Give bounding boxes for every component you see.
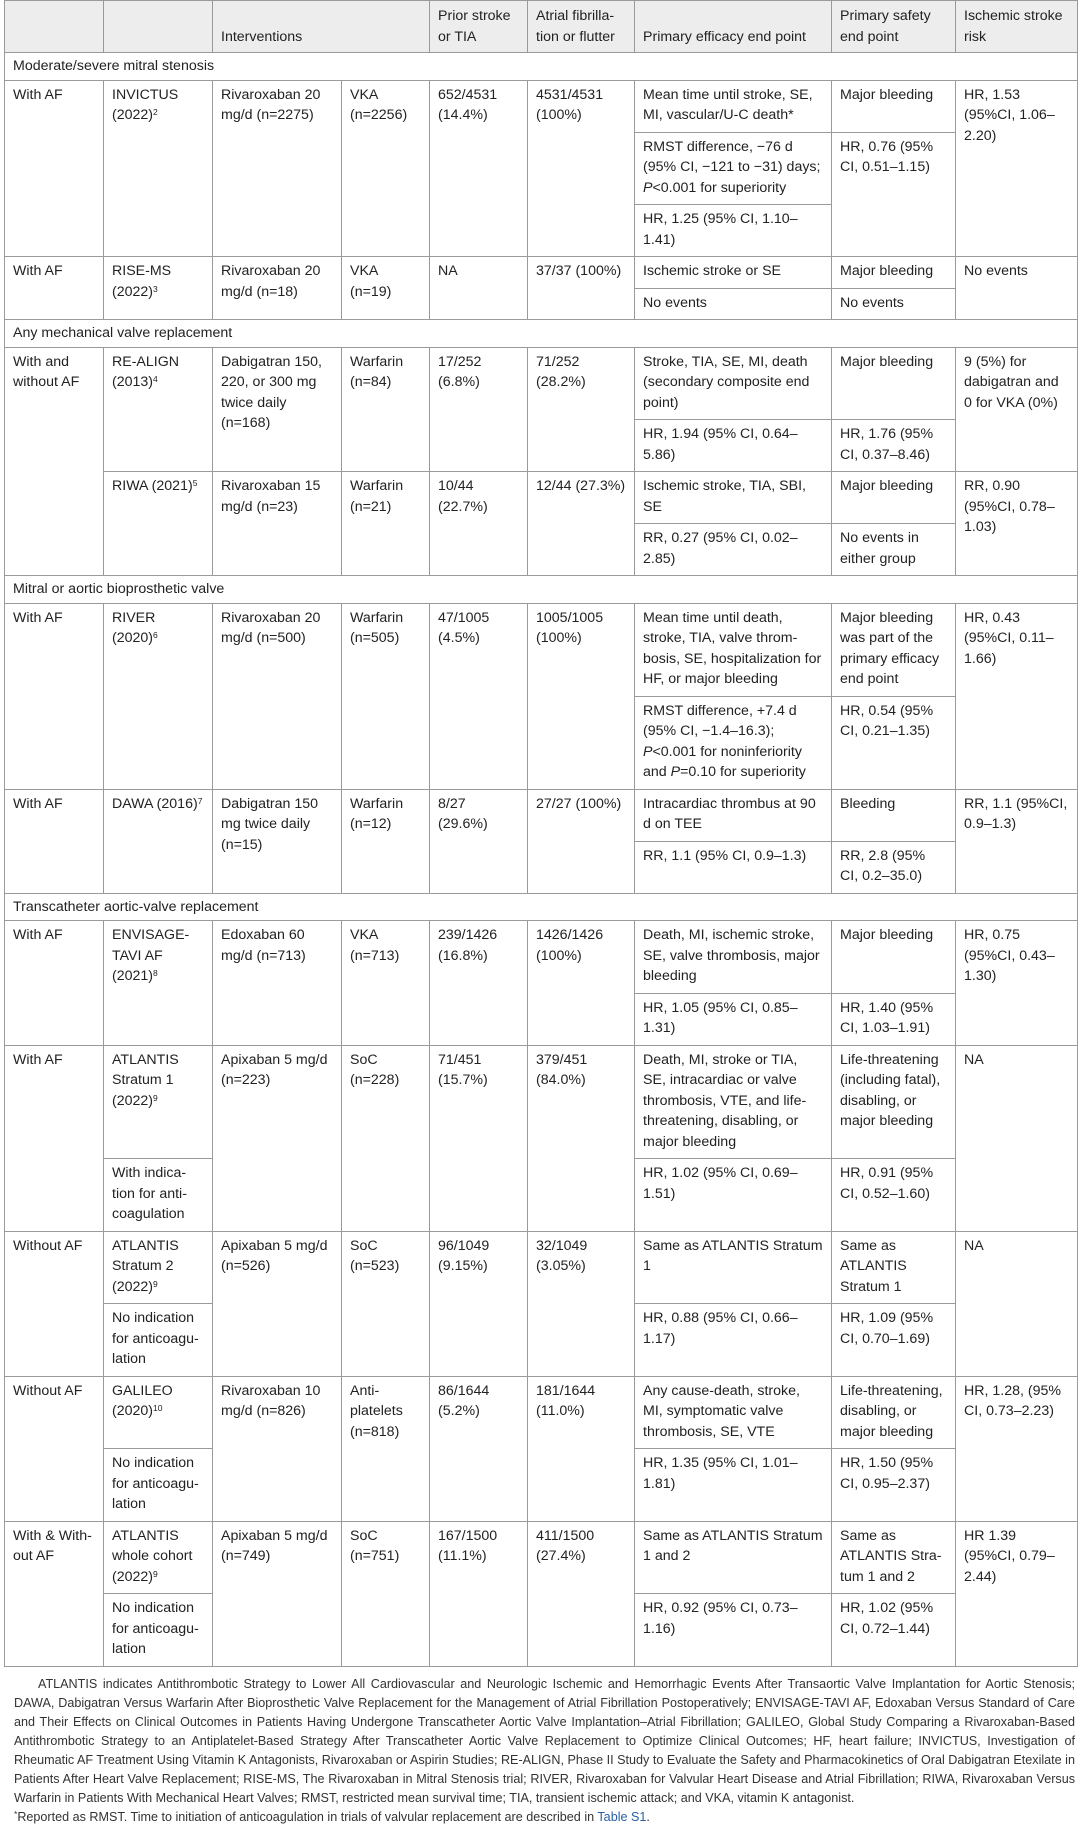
control-cell: Warfarin (n=84) [342, 347, 430, 472]
trial-cell [104, 1231, 213, 1304]
prior-stroke-cell: 71/451 (15.7%) [430, 1045, 528, 1231]
header-empty [104, 1, 213, 53]
safety-endpoint: Bleeding [832, 789, 956, 841]
population-cell: With AF [5, 789, 104, 893]
safety-result: HR, 0.54 (95% CI, 0.21–1.35) [832, 696, 956, 789]
efficacy-endpoint: Any cause-death, stroke, MI, symptomatic valve thrombosis, SE, VTE [635, 1376, 832, 1449]
section-heading: Mitral or aortic bioprosthetic valve [5, 576, 1078, 604]
trial-cell [104, 921, 213, 1046]
efficacy-endpoint: Stroke, TIA, SE, MI, death (secondary composite end point) [635, 347, 832, 420]
p-symbol: P [670, 764, 681, 780]
drug-cell: Dabigatran 150 mg twice daily (n=15) [213, 789, 342, 893]
population-cell: With and without AF [5, 347, 104, 576]
trial-name: ATLANTIS Stratum 2 (2022) [112, 1237, 179, 1295]
trial-cell [104, 1045, 213, 1159]
ref-superscript: 6 [153, 630, 158, 640]
table-row [5, 789, 1078, 841]
footnote-end: . [646, 1810, 650, 1824]
af-cell: 1426/1426 (100%) [528, 921, 635, 1046]
prior-stroke-cell: 17/252 (6.8%) [430, 347, 528, 472]
table-row [5, 257, 1078, 289]
af-cell: 379/451 (84.0%) [528, 1045, 635, 1231]
efficacy-hr: HR, 1.25 (95% CI, 1.10–1.41) [635, 205, 832, 257]
prior-stroke-cell: 10/44 (22.7%) [430, 472, 528, 576]
drug-cell: Rivaroxaban 10 mg/d (n=826) [213, 1376, 342, 1521]
efficacy-result: HR, 0.88 (95% CI, 0.66–1.17) [635, 1304, 832, 1377]
trial-name: ATLANTIS whole cohort (2022) [112, 1527, 193, 1585]
efficacy-endpoint: Ischemic stroke, TIA, SBI, SE [635, 472, 832, 524]
efficacy-endpoint: Death, MI, ischemic stroke, SE, valve thrombosis, major bleeding [635, 921, 832, 994]
population-cell: With AF [5, 1045, 104, 1231]
trial-cell [104, 257, 213, 320]
safety-result: RR, 2.8 (95% CI, 0.2–35.0) [832, 841, 956, 893]
safety-endpoint: Life-threatening, disabling, or major bleeding [832, 1376, 956, 1449]
drug-cell: Rivaroxaban 15 mg/d (n=23) [213, 472, 342, 576]
control-cell: VKA (n=19) [342, 257, 430, 320]
abbreviations-note: ATLANTIS indicates Antithrombotic Strategy to Lower All Cardiovascular and Neurologic Ischemic and Hemorrhagic Events After Transaortic Valve Implantation for Aortic Stenosis; DAWA, Dabigatran Versus Warfarin After Bioprosthetic Valve Replacement for the Management of Atrial Fibrillation Postoperatively; ENVISAGE-TAVI AF, Edoxaban Versus Standard of Care and Their Effects on Clinical Outcomes in Patients Having Undergone Transcatheter Aortic Valve Implantation–Atrial Fibrillation; GALILEO, Global Study Comparing a Rivaroxaban-Based Antithrombotic Strategy to an Antiplatelet-Based Strategy After Transcatheter Aortic Valve Replacement to Optimize Clinical Outcomes; HF, heart failure; INVICTUS, Investigation of Rheumatic AF Treatment Using Vitamin K Antagonists, Rivaroxaban or Aspirin Studies; RE-ALIGN, Phase II Study to Evaluate the Safety and Pharmacokinetics of Oral Dabigatran Etexilate in Patients After Heart Valve Replacement; RISE-MS, The Rivaroxaban in Mitral Stenosis trial; RIVER, Rivaroxaban for Valvular Heart Disease and Atrial Fibrillation; RIWA, Rivaroxaban Versus Warfarin in Patients With Mechanical Heart Valves; RMST, restricted mean survival time; TIA, transient ischemic attack; and VKA, vitamin K antagonist. [14, 1677, 1075, 1805]
trial-name: RE-ALIGN (2013) [112, 353, 180, 390]
trial-cell [104, 1521, 213, 1594]
trial-name: ENVISAGE-TAVI AF (2021) [112, 927, 190, 984]
safety-endpoint: Life-threatening (including fatal), disabling, or major bleeding [832, 1045, 956, 1159]
indication-note: No indication for anticoagulation [104, 1594, 213, 1667]
trial-name: RISE-MS (2022) [112, 263, 172, 300]
p-symbol: P [643, 743, 653, 760]
control-cell: VKA (n=2256) [342, 80, 430, 257]
header-safety: Primary safety end point [832, 1, 956, 53]
ref-superscript: 9 [153, 1092, 158, 1103]
footnote [4, 1808, 1077, 1827]
table-notes [4, 1675, 1077, 1827]
header-empty [5, 1, 104, 53]
control-cell: SoC (n=751) [342, 1521, 430, 1666]
safety-endpoint: Major bleeding [832, 472, 956, 524]
ischemic-risk-cell: 9 (5%) for dabigatran and 0 for VKA (0%) [956, 347, 1078, 472]
efficacy-endpoint: Mean time until stroke, SE, MI, vascular/U-C death* [635, 80, 832, 132]
indication-note: No indication for anticoagulation [104, 1304, 213, 1377]
table-row [5, 80, 1078, 132]
drug-cell: Rivaroxaban 20 mg/d (n=18) [213, 257, 342, 320]
efficacy-result: HR, 0.92 (95% CI, 0.73–1.16) [635, 1594, 832, 1667]
control-cell: SoC (n=228) [342, 1045, 430, 1231]
table-row [5, 1045, 1078, 1159]
prior-stroke-cell: 239/1426 (16.8%) [430, 921, 528, 1046]
efficacy-result: RR, 1.1 (95% CI, 0.9–1.3) [635, 841, 832, 893]
trial-name: RIWA (2021) [112, 478, 193, 494]
prior-stroke-cell: NA [430, 257, 528, 320]
indication-note: With indication for anticoagulation [104, 1159, 213, 1232]
efficacy-endpoint: Same as ATLANTIS Stratum 1 [635, 1231, 832, 1304]
efficacy-result [635, 696, 832, 789]
trial-cell [104, 80, 213, 257]
af-cell: 1005/1005 (100%) [528, 603, 635, 789]
ischemic-risk-cell: No events [956, 257, 1078, 320]
population-cell: With AF [5, 603, 104, 789]
ref-superscript: 9 [153, 1278, 158, 1289]
drug-cell: Apixaban 5 mg/d (n=749) [213, 1521, 342, 1666]
safety-endpoint: Major bleeding [832, 347, 956, 420]
trial-cell [104, 347, 213, 472]
ref-superscript: 3 [153, 283, 158, 294]
ref-superscript: 8 [153, 968, 158, 978]
ref-superscript: 2 [153, 107, 158, 117]
header-efficacy: Primary efficacy end point [635, 1, 832, 53]
efficacy-result: HR, 1.94 (95% CI, 0.64–5.86) [635, 420, 832, 472]
trial-cell [104, 1376, 213, 1449]
header-ischemic: Ischemic stroke risk [956, 1, 1078, 53]
ref-superscript: 5 [192, 478, 198, 488]
safety-result: HR, 1.09 (95% CI, 0.70–1.69) [832, 1304, 956, 1377]
table-row [5, 1521, 1078, 1594]
prior-stroke-cell: 96/1049 (9.15%) [430, 1231, 528, 1376]
safety-endpoint: Major bleeding [832, 80, 956, 132]
trial-name: ATLANTIS Stratum 1 (2022) [112, 1051, 179, 1109]
table-row [5, 472, 1078, 524]
efficacy-endpoint: Death, MI, stroke or TIA, SE, intracardiac or valve thrombosis, VTE, and life-threatening, disabling, or major bleeding [635, 1045, 832, 1159]
section-heading: Transcatheter aortic-valve replacement [5, 893, 1078, 921]
drug-cell: Edoxaban 60 mg/d (n=713) [213, 921, 342, 1046]
safety-result: HR, 1.50 (95% CI, 0.95–2.37) [832, 1449, 956, 1522]
ischemic-risk-cell: NA [956, 1231, 1078, 1376]
drug-cell: Apixaban 5 mg/d (n=223) [213, 1045, 342, 1231]
population-cell: With & Without AF [5, 1521, 104, 1666]
trials-table [4, 0, 1078, 1667]
table-row [5, 921, 1078, 994]
af-cell: 411/1500 (27.4%) [528, 1521, 635, 1666]
result-text: <0.001 for noninferiority and [643, 743, 802, 780]
ischemic-risk-cell: HR, 0.75 (95%CI, 0.43–1.30) [956, 921, 1078, 1046]
efficacy-result [635, 132, 832, 205]
control-cell: Warfarin (n=505) [342, 603, 430, 789]
header-prior-stroke: Prior stroke or TIA [430, 1, 528, 53]
trial-name: DAWA (2016) [112, 795, 198, 812]
af-cell: 181/1644 (11.0%) [528, 1376, 635, 1521]
ref-superscript: 4 [153, 374, 158, 384]
prior-stroke-cell: 47/1005 (4.5%) [430, 603, 528, 789]
control-cell: SoC (n=523) [342, 1231, 430, 1376]
efficacy-endpoint: Intracardiac thrombus at 90 d on TEE [635, 789, 832, 841]
efficacy-result: RR, 0.27 (95% CI, 0.02–2.85) [635, 524, 832, 576]
table-s1-link[interactable]: Table S1 [597, 1810, 647, 1824]
drug-cell: Apixaban 5 mg/d (n=526) [213, 1231, 342, 1376]
ischemic-risk-cell: NA [956, 1045, 1078, 1231]
trial-cell [104, 603, 213, 789]
safety-endpoint: Major bleeding was part of the primary efficacy end point [832, 603, 956, 696]
footnote-text: Reported as RMST. Time to initiation of anticoagulation in trials of valvular replacement are described in [17, 1810, 598, 1824]
ischemic-risk-cell: HR, 1.53 (95%CI, 1.06–2.20) [956, 80, 1078, 257]
efficacy-endpoint: Mean time until death, stroke, TIA, valve thrombosis, SE, hospitalization for HF, or major bleeding [635, 603, 832, 696]
efficacy-result: HR, 1.35 (95% CI, 1.01–1.81) [635, 1449, 832, 1522]
safety-result: HR, 0.76 (95% CI, 0.51–1.15) [832, 132, 956, 257]
result-text: RMST difference, +7.4 d (95% CI, −1.4–16.3); [643, 702, 797, 739]
ischemic-risk-cell: HR 1.39 (95%CI, 0.79–2.44) [956, 1521, 1078, 1666]
drug-cell: Rivaroxaban 20 mg/d (n=500) [213, 603, 342, 789]
ref-superscript: 10 [153, 1403, 163, 1413]
safety-result: No events [832, 288, 956, 320]
safety-endpoint: Major bleeding [832, 257, 956, 289]
af-cell: 71/252 (28.2%) [528, 347, 635, 472]
table-row [5, 347, 1078, 420]
control-cell: Warfarin (n=12) [342, 789, 430, 893]
section-heading: Any mechanical valve replacement [5, 320, 1078, 348]
ischemic-risk-cell: RR, 0.90 (95%CI, 0.78–1.03) [956, 472, 1078, 576]
p-symbol: P [643, 179, 653, 196]
result-text: RMST difference, −76 d (95% CI, −121 to −31) days; [643, 138, 821, 175]
header-interventions: Interventions [213, 1, 430, 53]
af-cell: 27/27 (100%) [528, 789, 635, 893]
trial-name: INVICTUS (2022) [112, 86, 179, 123]
population-cell: With AF [5, 257, 104, 320]
table-row [5, 1231, 1078, 1304]
header-af: Atrial fibrillation or flutter [528, 1, 635, 53]
section-heading: Moderate/severe mitral stenosis [5, 53, 1078, 81]
ischemic-risk-cell: HR, 0.43 (95%CI, 0.11–1.66) [956, 603, 1078, 789]
population-cell: Without AF [5, 1376, 104, 1521]
trial-cell [104, 789, 213, 893]
table-row [5, 1376, 1078, 1449]
efficacy-endpoint: Ischemic stroke or SE [635, 257, 832, 289]
prior-stroke-cell: 652/4531 (14.4%) [430, 80, 528, 257]
control-cell: Warfarin (n=21) [342, 472, 430, 576]
header-row [5, 1, 1078, 53]
ref-superscript: 9 [153, 1568, 158, 1579]
safety-endpoint: Same as ATLANTIS Stratum 1 and 2 [832, 1521, 956, 1594]
safety-result: HR, 1.76 (95% CI, 0.37–8.46) [832, 420, 956, 472]
prior-stroke-cell: 167/1500 (11.1%) [430, 1521, 528, 1666]
population-cell: Without AF [5, 1231, 104, 1376]
population-cell: With AF [5, 921, 104, 1046]
efficacy-endpoint: Same as ATLANTIS Stratum 1 and 2 [635, 1521, 832, 1594]
result-text: <0.001 for superiority [652, 179, 787, 196]
safety-result: HR, 1.40 (95% CI, 1.03–1.91) [832, 993, 956, 1045]
safety-endpoint: Major bleeding [832, 921, 956, 994]
footnote-symbol: * [14, 1809, 18, 1819]
af-cell: 32/1049 (3.05%) [528, 1231, 635, 1376]
result-text: =0.10 for superiority [680, 764, 806, 780]
trial-cell [104, 472, 213, 576]
trial-name: GALILEO (2020) [112, 1382, 173, 1419]
trial-name: RIVER (2020) [112, 609, 156, 646]
population-cell: With AF [5, 80, 104, 257]
prior-stroke-cell: 8/27 (29.6%) [430, 789, 528, 893]
safety-result: HR, 0.91 (95% CI, 0.52–1.60) [832, 1159, 956, 1232]
control-cell: VKA (n=713) [342, 921, 430, 1046]
efficacy-result: No events [635, 288, 832, 320]
control-cell: Antiplatelets (n=818) [342, 1376, 430, 1521]
af-cell: 37/37 (100%) [528, 257, 635, 320]
safety-endpoint: Same as ATLANTIS Stratum 1 [832, 1231, 956, 1304]
efficacy-result: HR, 1.05 (95% CI, 0.85–1.31) [635, 993, 832, 1045]
drug-cell: Dabigatran 150, 220, or 300 mg twice daily (n=168) [213, 347, 342, 472]
safety-result: No events in either group [832, 524, 956, 576]
af-cell: 4531/4531 (100%) [528, 80, 635, 257]
indication-note: No indication for anticoagulation [104, 1449, 213, 1522]
safety-result: HR, 1.02 (95% CI, 0.72–1.44) [832, 1594, 956, 1667]
ischemic-risk-cell: HR, 1.28, (95% CI, 0.73–2.23) [956, 1376, 1078, 1521]
table-row [5, 603, 1078, 696]
prior-stroke-cell: 86/1644 (5.2%) [430, 1376, 528, 1521]
drug-cell: Rivaroxaban 20 mg/d (n=2275) [213, 80, 342, 257]
ischemic-risk-cell: RR, 1.1 (95%CI, 0.9–1.3) [956, 789, 1078, 893]
ref-superscript: 7 [197, 795, 203, 806]
efficacy-result: HR, 1.02 (95% CI, 0.69–1.51) [635, 1159, 832, 1232]
af-cell: 12/44 (27.3%) [528, 472, 635, 576]
